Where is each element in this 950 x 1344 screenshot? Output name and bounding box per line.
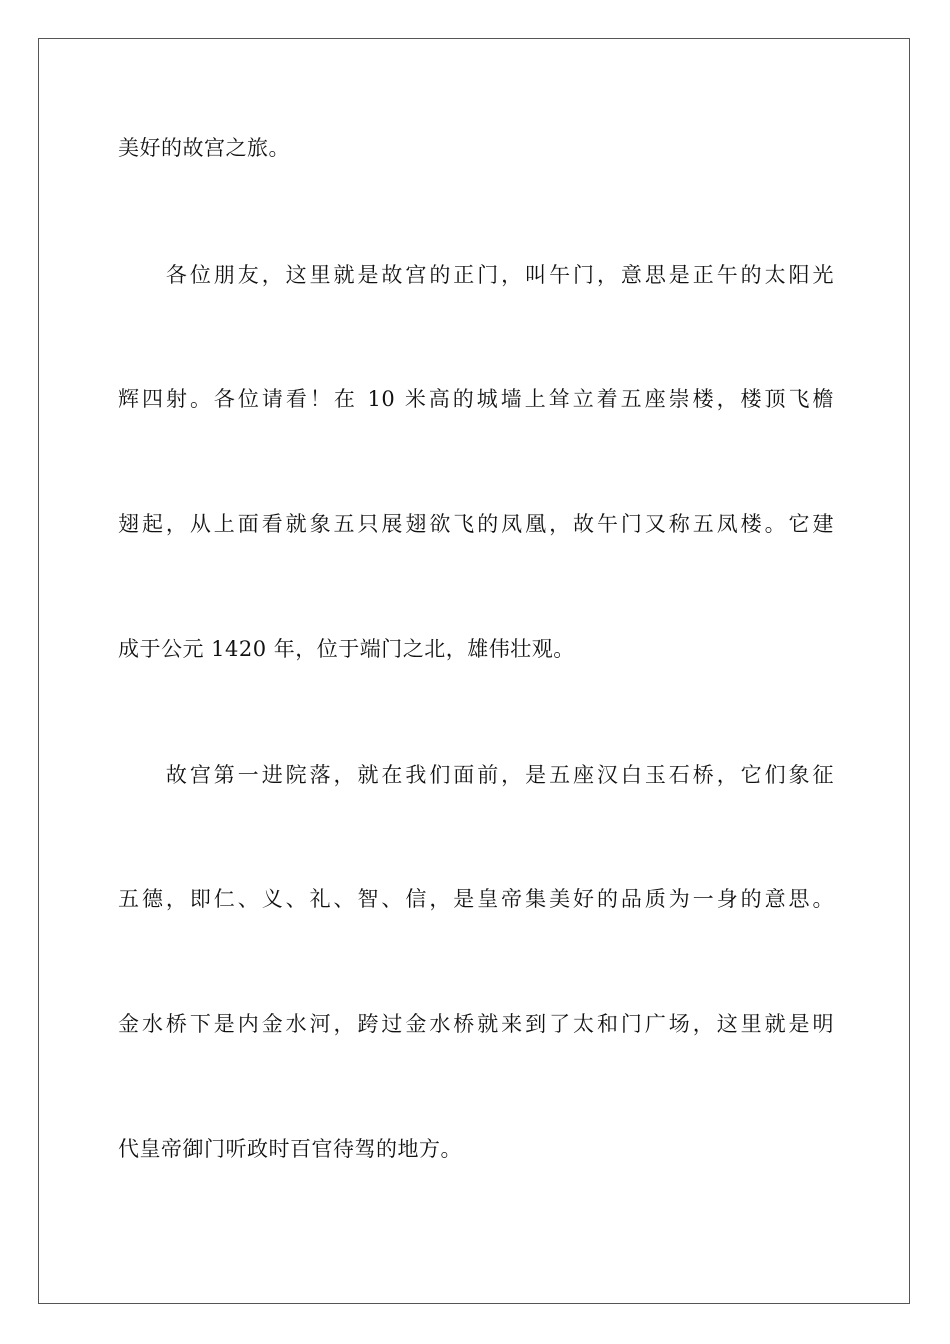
text-line-3: 辉四射。各位请看！在 10 米高的城墙上耸立着五座崇楼，楼顶飞檐 xyxy=(118,387,834,411)
text-line-8: 金水桥下是内金水河，跨过金水桥就来到了太和门广场，这里就是明 xyxy=(118,1012,834,1036)
text-line-9: 代皇帝御门听政时百官待驾的地方。 xyxy=(118,1137,462,1161)
text-line-7: 五德，即仁、义、礼、智、信，是皇帝集美好的品质为一身的意思。 xyxy=(118,887,834,911)
text-line-1: 美好的故宫之旅。 xyxy=(118,136,290,160)
text-line-6: 故宫第一进院落，就在我们面前，是五座汉白玉石桥，它们象征 xyxy=(118,763,834,787)
text-line-2: 各位朋友，这里就是故宫的正门，叫午门，意思是正午的太阳光 xyxy=(118,263,834,287)
page-border xyxy=(38,38,910,1304)
text-line-4: 翅起，从上面看就象五只展翅欲飞的凤凰，故午门又称五凤楼。它建 xyxy=(118,512,834,536)
text-line-5: 成于公元 1420 年，位于端门之北，雄伟壮观。 xyxy=(118,637,575,661)
